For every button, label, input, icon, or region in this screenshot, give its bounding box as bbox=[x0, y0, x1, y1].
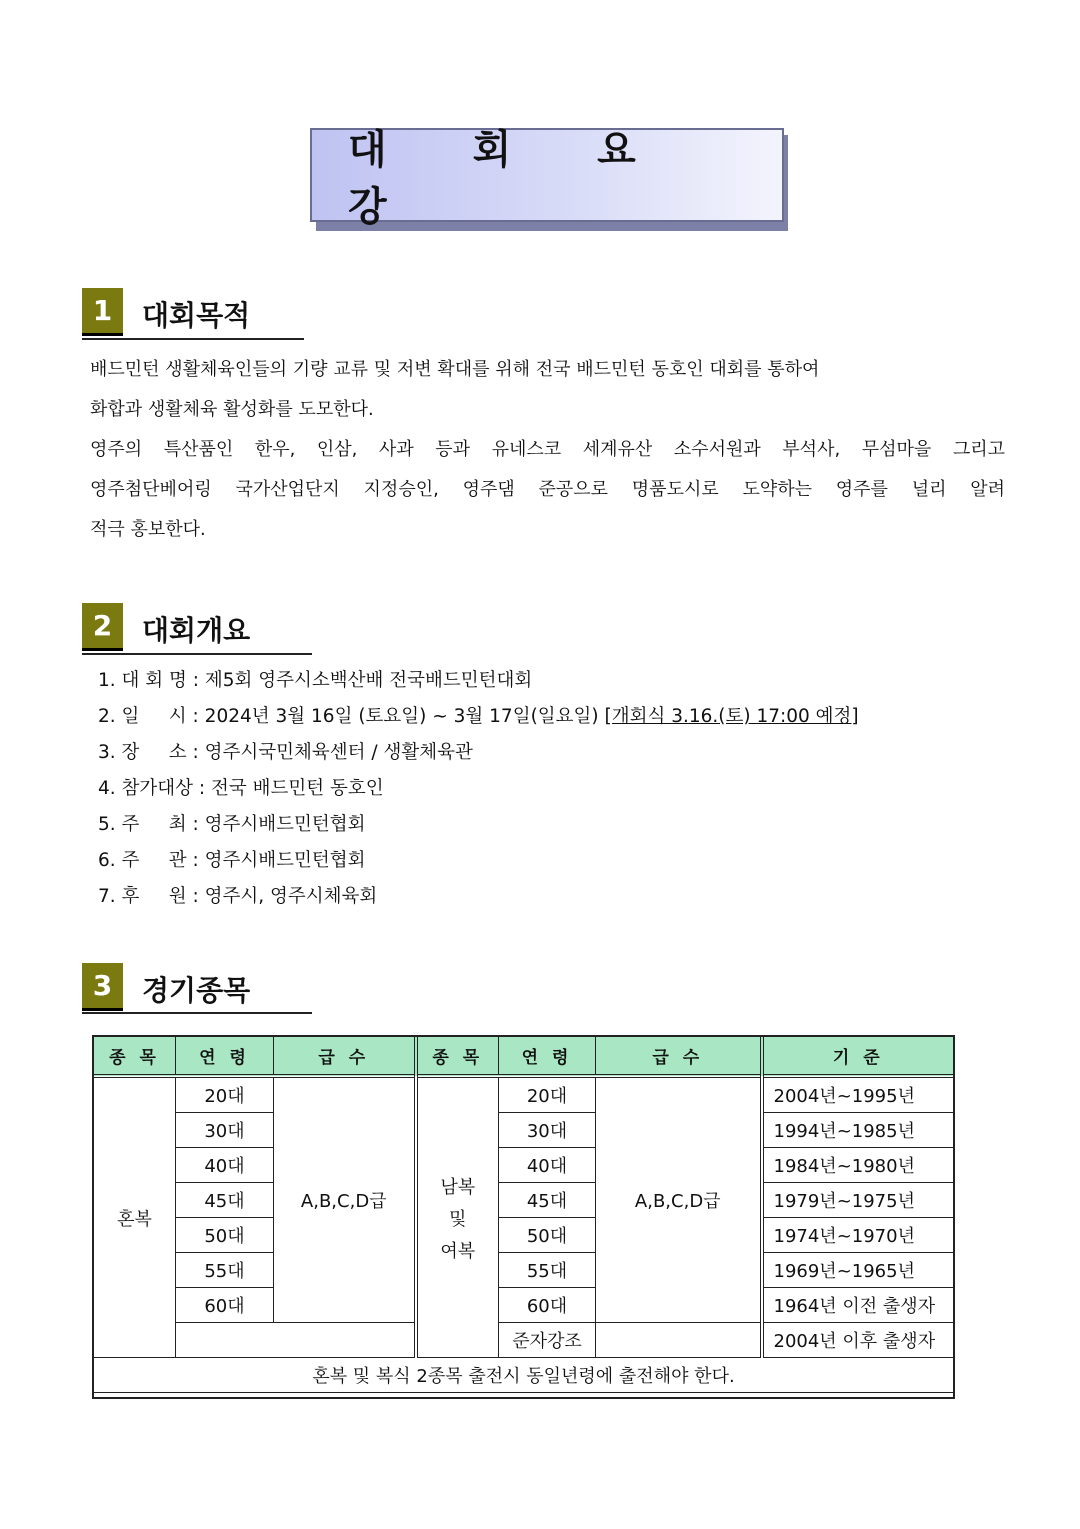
empty-cell bbox=[176, 1323, 416, 1358]
criteria-cell: 2004년 이후 출생자 bbox=[762, 1323, 954, 1358]
criteria-cell: 1994년~1985년 bbox=[762, 1113, 954, 1148]
doubles-age: 30대 bbox=[499, 1113, 596, 1148]
events-table bbox=[93, 1036, 954, 1393]
mixed-age: 20대 bbox=[176, 1076, 274, 1113]
table-row bbox=[94, 1218, 954, 1253]
purpose-line: 적극 홍보한다. bbox=[90, 519, 206, 540]
criteria-cell: 1969년~1965년 bbox=[762, 1253, 954, 1288]
overview-item: 1. 대 회 명 : 제5회 영주시소백산배 전국배드민턴대회 bbox=[98, 670, 533, 691]
overview-list bbox=[98, 663, 859, 915]
section-3-underline bbox=[82, 1012, 312, 1014]
table-row bbox=[94, 1323, 954, 1358]
header-age: 연 령 bbox=[499, 1037, 596, 1077]
criteria-cell: 1984년~1980년 bbox=[762, 1148, 954, 1183]
section-2-underline bbox=[82, 653, 312, 655]
section-1-number: 1 bbox=[82, 288, 123, 336]
document-title: 대 회 요 강 bbox=[348, 127, 672, 230]
table-row bbox=[94, 1148, 954, 1183]
header-grade: 급 수 bbox=[274, 1037, 416, 1077]
overview-item: 4. 참가대상 : 전국 배드민턴 동호인 bbox=[98, 778, 384, 799]
overview-item: 6. 주 관 : 영주시배드민턴협회 bbox=[98, 850, 366, 871]
table-footer-note: 혼복 및 복식 2종목 출전시 동일년령에 출전해야 한다. bbox=[94, 1358, 954, 1393]
mixed-grade-cell: A,B,C,D급 bbox=[274, 1076, 416, 1323]
table-row bbox=[94, 1253, 954, 1288]
mixed-age: 60대 bbox=[176, 1288, 274, 1323]
title-box bbox=[310, 127, 784, 230]
doubles-age: 준자강조 bbox=[499, 1323, 596, 1358]
criteria-cell: 1974년~1970년 bbox=[762, 1218, 954, 1253]
mixed-age: 55대 bbox=[176, 1253, 274, 1288]
table-footer-row bbox=[94, 1358, 954, 1393]
header-event: 종 목 bbox=[416, 1037, 499, 1077]
doubles-age: 60대 bbox=[499, 1288, 596, 1323]
overview-item: 2. 일 시 : 2024년 3월 16일 (토요일) ~ 3월 17일(일요일) [개회식 3.16.(토) 17:00 예정] bbox=[98, 706, 859, 727]
doubles-age: 50대 bbox=[499, 1218, 596, 1253]
section-3-title: 경기종목 bbox=[142, 974, 251, 1007]
doubles-age: 45대 bbox=[499, 1183, 596, 1218]
header-age: 연 령 bbox=[176, 1037, 274, 1077]
table-row bbox=[94, 1113, 954, 1148]
section-1-title: 대회목적 bbox=[142, 299, 251, 332]
purpose-line: 배드민턴 생활체육인들의 기량 교류 및 저변 확대를 위해 전국 배드민턴 동호인 대회를 통하여 bbox=[90, 359, 820, 380]
criteria-cell: 1979년~1975년 bbox=[762, 1183, 954, 1218]
criteria-cell: 1964년 이전 출생자 bbox=[762, 1288, 954, 1323]
doubles-event-cell: 남복 및 여복 bbox=[416, 1076, 499, 1358]
doubles-age: 20대 bbox=[499, 1076, 596, 1113]
doubles-grade-cell: A,B,C,D급 bbox=[596, 1076, 762, 1323]
purpose-line: 화합과 생활체육 활성화를 도모한다. bbox=[90, 399, 374, 420]
section-2-number: 2 bbox=[82, 603, 123, 651]
overview-item: 7. 후 원 : 영주시, 영주시체육회 bbox=[98, 886, 378, 907]
header-event: 종 목 bbox=[94, 1037, 176, 1077]
empty-cell bbox=[596, 1323, 762, 1358]
section-1-underline bbox=[82, 338, 304, 340]
doubles-age: 40대 bbox=[499, 1148, 596, 1183]
overview-item: 5. 주 최 : 영주시배드민턴협회 bbox=[98, 814, 366, 835]
mixed-event-cell: 혼복 bbox=[94, 1076, 176, 1358]
header-grade: 급 수 bbox=[596, 1037, 762, 1077]
mixed-age: 50대 bbox=[176, 1218, 274, 1253]
opening-ceremony-note: [개회식 3.16.(토) 17:00 예정] bbox=[604, 706, 859, 727]
overview-item: 3. 장 소 : 영주시국민체육센터 / 생활체육관 bbox=[98, 742, 473, 763]
table-row bbox=[94, 1076, 954, 1113]
mixed-age: 40대 bbox=[176, 1148, 274, 1183]
mixed-age: 30대 bbox=[176, 1113, 274, 1148]
table-row bbox=[94, 1183, 954, 1218]
section-3-number: 3 bbox=[82, 963, 123, 1011]
purpose-text bbox=[90, 350, 1005, 550]
table-row bbox=[94, 1288, 954, 1323]
purpose-line: 영주첨단베어링 국가산업단지 지정승인, 영주댐 준공으로 명품도시로 도약하는 영주를 널리 알려 bbox=[90, 479, 1005, 500]
table-header-row bbox=[94, 1037, 954, 1077]
doubles-age: 55대 bbox=[499, 1253, 596, 1288]
criteria-cell: 2004년~1995년 bbox=[762, 1076, 954, 1113]
header-criteria: 기 준 bbox=[762, 1037, 954, 1077]
section-2-title: 대회개요 bbox=[142, 614, 251, 647]
mixed-age: 45대 bbox=[176, 1183, 274, 1218]
purpose-line: 영주의 특산품인 한우, 인삼, 사과 등과 유네스코 세계유산 소수서원과 부석사, 무섬마을 그리고 bbox=[90, 439, 1005, 460]
